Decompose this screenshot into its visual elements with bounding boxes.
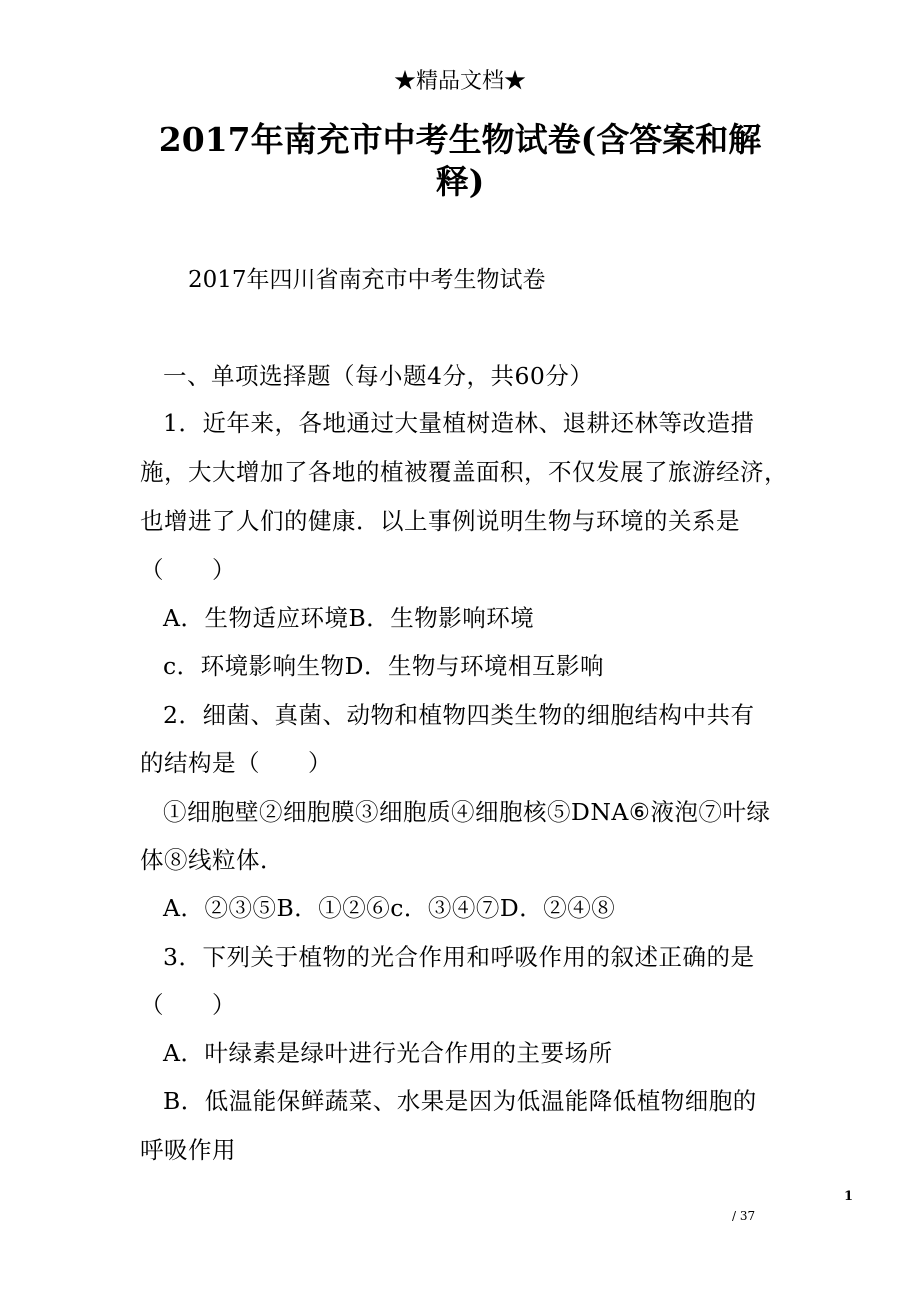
q2-line-1: 2．细菌、真菌、动物和植物四类生物的细胞结构中共有: [163, 701, 755, 729]
q2-options: A．②③⑤B．①②⑥c．③④⑦D．②④⑧: [163, 894, 616, 922]
q2-line-4: 体⑧线粒体．: [140, 846, 284, 874]
page-total: / 37: [732, 1209, 756, 1223]
q1-line-3: 也增进了人们的健康．以上事例说明生物与环境的关系是: [140, 507, 740, 535]
header-banner: ★精品文档★: [393, 69, 526, 94]
q2-line-2: 的结构是（ ）: [140, 749, 332, 777]
q3-option-b-line-1: B．低温能保鲜蔬菜、水果是因为低温能降低植物细胞的: [163, 1087, 757, 1115]
q3-option-b-line-2: 呼吸作用: [140, 1136, 236, 1164]
document-title-line-2: 释): [435, 162, 485, 201]
q3-line-2: （ ）: [140, 991, 236, 1019]
q2-line-3: ①细胞壁②细胞膜③细胞质④细胞核⑤DNA⑥液泡⑦叶绿: [163, 798, 771, 826]
q1-line-2: 施，大大增加了各地的植被覆盖面积，不仅发展了旅游经济，: [140, 458, 788, 486]
section-heading: 一、单项选择题（每小题4分，共60分）: [163, 362, 594, 390]
q1-options-1: A．生物适应环境B．生物影响环境: [163, 604, 535, 632]
q1-line-1: 1．近年来，各地通过大量植树造林、退耕还林等改造措: [163, 409, 755, 437]
q3-option-a: A．叶绿素是绿叶进行光合作用的主要场所: [163, 1039, 613, 1067]
q3-line-1: 3．下列关于植物的光合作用和呼吸作用的叙述正确的是: [163, 943, 755, 971]
document-subtitle: 2017年四川省南充市中考生物试卷: [188, 267, 546, 293]
q1-line-4: （ ）: [140, 556, 236, 584]
page-number: 1: [844, 1189, 854, 1204]
q1-options-2: c．环境影响生物D．生物与环境相互影响: [163, 652, 605, 680]
document-title-line-1: 2017年南充市中考生物试卷(含答案和解: [158, 120, 762, 159]
